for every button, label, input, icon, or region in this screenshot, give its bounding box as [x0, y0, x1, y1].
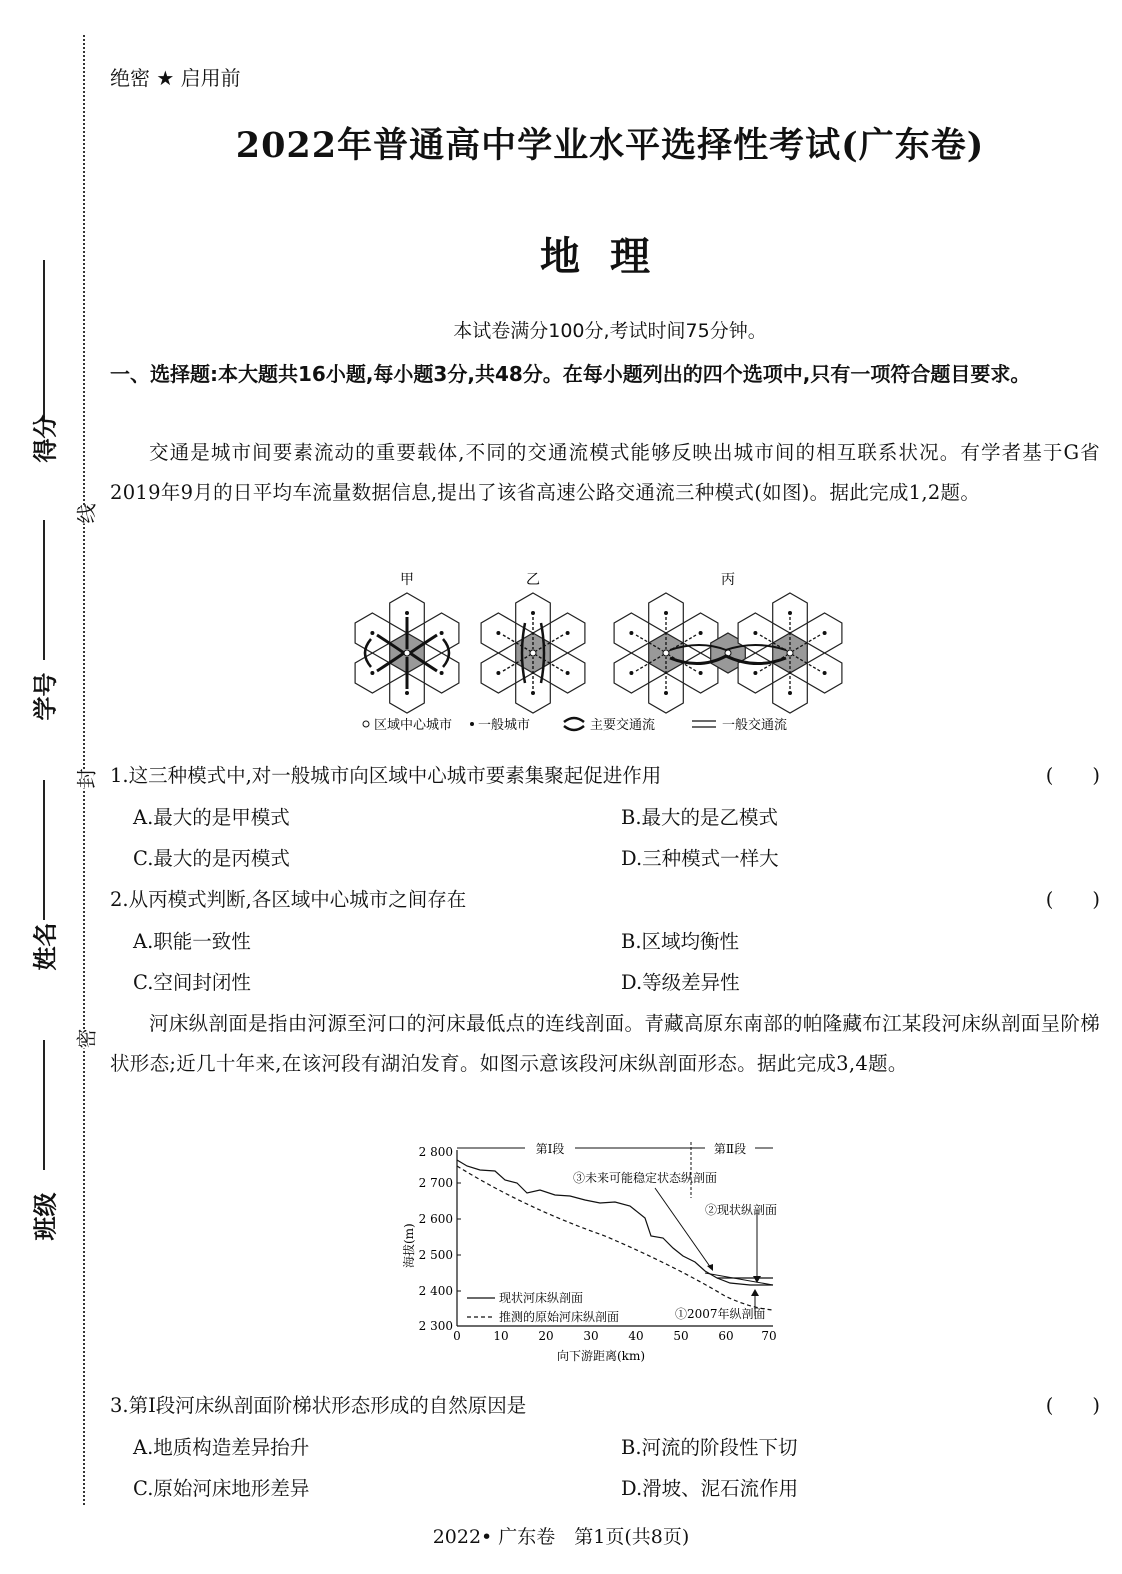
name-label: 姓名: [31, 922, 60, 971]
x-tick: 50: [673, 1329, 689, 1343]
seal-char-secret: 密: [71, 1031, 100, 1049]
score-note: 本试卷满分100分,考试时间75分钟。: [453, 320, 767, 342]
exam-title: 2022年普通高中学业水平选择性考试(广东卷): [235, 125, 985, 166]
question-2-answer-blank[interactable]: ( ): [1045, 888, 1100, 911]
question-1-stem: [110, 760, 1100, 792]
y-tick: 2 400: [418, 1284, 453, 1298]
section-heading: 一、选择题:本大题共16小题,每小题3分,共48分。在每小题列出的四个选项中,只有一项符合题目要求。: [110, 362, 1031, 386]
x-axis-label: 向下游距离(km): [556, 1349, 646, 1363]
mode-yi-diagram: [481, 593, 585, 713]
question-3-stem: [110, 1390, 1100, 1422]
class-field[interactable]: [28, 1040, 58, 1260]
x-tick: 30: [583, 1329, 599, 1343]
question-1-text: 1.这三种模式中,对一般城市向区域中心城市要素集聚起促进作用: [110, 764, 662, 787]
q1-option-b[interactable]: B.最大的是乙模式: [621, 806, 779, 829]
q2-option-b[interactable]: B.区域均衡性: [621, 930, 740, 953]
figure1-legend: [363, 717, 787, 733]
label-2007-profile: ①2007年纵剖面: [675, 1307, 766, 1321]
binding-strip: [0, 0, 100, 1574]
y-tick: 2 800: [418, 1145, 453, 1159]
top-secret-note: 绝密 ★ 启用前: [110, 66, 241, 90]
question-3-answer-blank[interactable]: ( ): [1045, 1394, 1100, 1417]
y-tick: 2 500: [418, 1248, 453, 1262]
q2-option-a[interactable]: A.职能一致性: [133, 930, 251, 953]
q2-option-c[interactable]: C.空间封闭性: [133, 971, 251, 994]
q2-option-d[interactable]: D.等级差异性: [621, 971, 740, 994]
name-blank-line: [43, 780, 45, 920]
y-tick: 2 700: [418, 1176, 453, 1190]
x-axis-ticks: [453, 1329, 776, 1343]
question-2-text: 2.从丙模式判断,各区域中心城市之间存在: [110, 888, 467, 911]
y-tick: 2 600: [418, 1212, 453, 1226]
x-tick: 20: [538, 1329, 554, 1343]
panel-label-bing: 丙: [721, 572, 735, 588]
student-id-blank-line: [43, 520, 45, 660]
question-3-text: 3.第Ⅰ段河床纵剖面阶梯状形态形成的自然原因是: [110, 1394, 527, 1417]
x-tick: 60: [718, 1329, 734, 1343]
class-blank-line: [43, 1040, 45, 1170]
q3-option-c[interactable]: C.原始河床地形差异: [133, 1477, 310, 1500]
x-tick: 10: [493, 1329, 509, 1343]
q1-option-d[interactable]: D.三种模式一样大: [621, 847, 779, 870]
q1-option-a[interactable]: A.最大的是甲模式: [133, 806, 290, 829]
passage-1: 交通是城市间要素流动的重要载体,不同的交通流模式能够反映出城市间的相互联系状况。有学者基于G省2019年9月的日平均车流量数据信息,提出了该省高速公路交通流三种模式(如图)。据此完成1,2题。: [110, 441, 1100, 504]
traffic-flow-figure: [350, 570, 850, 740]
mode-jia-diagram: [355, 593, 459, 713]
segment-1-label: 第Ⅰ段: [535, 1142, 565, 1156]
x-tick: 70: [761, 1329, 777, 1343]
score-blank-line: [43, 260, 45, 420]
mode-bing-diagram-right: [738, 593, 842, 713]
q3-option-b[interactable]: B.河流的阶段性下切: [621, 1436, 798, 1459]
page-footer: 2022• 广东卷 第1页(共8页): [432, 1526, 690, 1548]
legend-general-city: 一般城市: [478, 718, 531, 733]
name-field[interactable]: [28, 780, 58, 990]
x-tick: 0: [453, 1329, 461, 1343]
y-axis-ticks: [419, 1145, 453, 1333]
segment-2-label: 第Ⅱ段: [713, 1142, 747, 1156]
student-id-label: 学号: [31, 672, 60, 721]
score-field[interactable]: [28, 260, 58, 500]
question-2-stem: [110, 884, 1100, 916]
legend-original-bed: 推测的原始河床纵剖面: [499, 1310, 620, 1324]
student-id-field[interactable]: [28, 520, 58, 730]
legend-general-flow: 一般交通流: [722, 718, 788, 733]
seal-char-seal: 封: [71, 771, 100, 789]
y-axis-label: 海拔(m): [402, 1223, 416, 1268]
legend-center-city: 区域中心城市: [374, 718, 453, 733]
subject-title: 地理: [540, 233, 680, 280]
q3-option-d[interactable]: D.滑坡、泥石流作用: [621, 1477, 799, 1500]
label-future-profile: ③未来可能稳定状态纵剖面: [573, 1171, 718, 1185]
passage-2: 河床纵剖面是指由河源至河口的河床最低点的连线剖面。青藏高原东南部的帕隆藏布江某段河床纵剖面呈阶梯状形态;近几十年来,在该河段有湖泊发育。如图示意该段河床纵剖面形态。据此完成3,4题。: [110, 1012, 1100, 1075]
class-label: 班级: [31, 1192, 60, 1241]
q1-option-c[interactable]: C.最大的是丙模式: [133, 847, 290, 870]
seal-char-line: 线: [71, 506, 100, 524]
panel-label-yi: 乙: [526, 572, 540, 588]
legend-current-bed: 现状河床纵剖面: [499, 1291, 584, 1305]
mode-bing-diagram-left: [614, 593, 718, 713]
x-tick: 40: [628, 1329, 644, 1343]
original-bed-profile: [457, 1166, 773, 1310]
panel-label-jia: 甲: [400, 572, 414, 588]
score-label: 得分: [31, 414, 60, 463]
y-tick: 2 300: [418, 1319, 453, 1333]
q3-option-a[interactable]: A.地质构造差异抬升: [133, 1436, 310, 1459]
river-profile-figure: [402, 1138, 805, 1373]
label-current-profile: ②现状纵剖面: [705, 1203, 778, 1217]
legend-main-flow: 主要交通流: [590, 718, 656, 733]
question-1-answer-blank[interactable]: ( ): [1045, 764, 1100, 787]
